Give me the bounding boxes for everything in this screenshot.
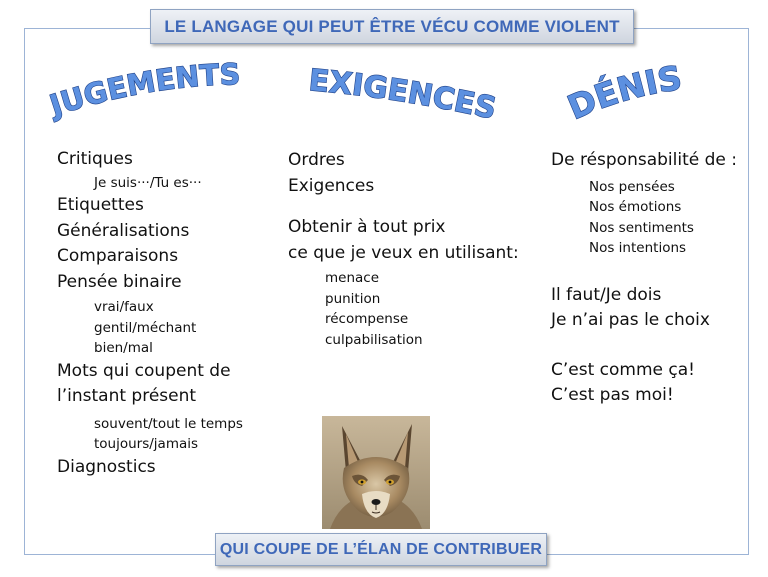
list-item: Comparaisons (57, 246, 179, 266)
list-item: Etiquettes (57, 195, 144, 215)
title-exigences-text: EXIGENCES (307, 63, 500, 127)
list-subitem: bien/mal (94, 340, 153, 356)
list-item: Critiques (57, 149, 133, 169)
bottom-banner: QUI COUPE DE L’ÉLAN DE CONTRIBUER (215, 533, 547, 566)
title-jugements-text: JUGEMENTS (45, 56, 241, 123)
list-subitem: punition (325, 290, 381, 307)
column-denis (551, 148, 761, 409)
list-item: Ordres (288, 150, 345, 170)
list-subitem: menace (325, 270, 380, 286)
list-subitem: vrai/faux (94, 299, 154, 315)
list-subitem: culpabilisation (325, 331, 423, 348)
list-subitem: Nos sentiments (589, 219, 694, 236)
list-item: C’est comme ça! (551, 359, 695, 380)
list-item: l’instant présent (57, 386, 197, 406)
coyote-photo (322, 416, 430, 529)
title-denis (561, 57, 696, 130)
list-item: C’est pas moi! (551, 385, 674, 405)
list-subitem: Nos émotions (589, 199, 682, 215)
list-subitem: récompense (325, 311, 409, 327)
list-item: Il faut/Je dois (551, 284, 662, 305)
top-banner: LE LANGAGE QUI PEUT ÊTRE VÉCU COMME VIOLENT (150, 9, 634, 44)
coyote-illustration (322, 416, 430, 529)
list-item: Diagnostics (57, 456, 156, 477)
list-item: Mots qui coupent de (57, 360, 231, 381)
list-item: Pensée binaire (57, 271, 182, 292)
title-exigences (302, 64, 504, 130)
list-item: Exigences (288, 175, 375, 196)
title-denis-text: DÉNIS (561, 57, 685, 128)
list-item: De résponsabilité de : (551, 150, 737, 170)
list-item: ce que je veux en utilisant: (288, 242, 519, 263)
list-subitem: Je suis···/Tu es··· (94, 174, 202, 191)
list-subitem: gentil/méchant (94, 319, 197, 336)
svg-text:DÉNIS (562, 58, 684, 127)
column-jugements (57, 147, 287, 480)
svg-text:EXIGENCES (307, 63, 499, 127)
list-subitem: toujours/jamais (94, 436, 199, 452)
column-exigences (288, 148, 538, 350)
list-item: Obtenir à tout prix (288, 217, 446, 237)
list-item: Je n’ai pas le choix (551, 310, 710, 330)
list-subitem: Nos pensées (589, 178, 675, 195)
title-jugements (45, 56, 254, 126)
list-subitem: Nos intentions (589, 240, 687, 256)
svg-text:JUGEMENTS (44, 57, 241, 123)
list-subitem: souvent/tout le temps (94, 415, 243, 432)
list-item: Généralisations (57, 220, 190, 241)
